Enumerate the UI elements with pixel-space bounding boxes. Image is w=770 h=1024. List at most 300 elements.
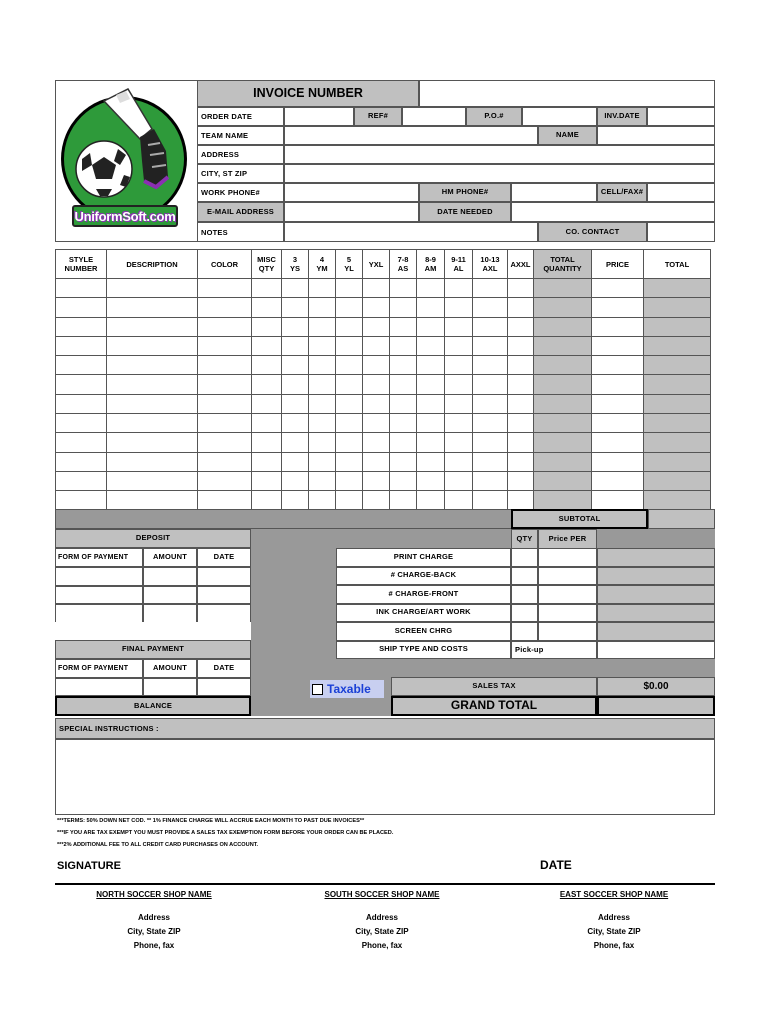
table-cell[interactable] xyxy=(445,336,473,355)
charge-total-field[interactable] xyxy=(597,622,715,641)
table-cell[interactable] xyxy=(336,317,363,336)
column-header xyxy=(309,250,336,279)
special-instructions-field[interactable] xyxy=(55,739,715,815)
table-cell[interactable] xyxy=(592,317,644,336)
charge-label: PRINT CHARGE xyxy=(336,548,511,567)
table-row xyxy=(56,394,711,413)
table-cell[interactable] xyxy=(473,317,508,336)
invoice-number-field[interactable] xyxy=(419,80,715,107)
column-header-line1: 3 xyxy=(292,255,298,264)
taxable-checkbox-group[interactable] xyxy=(310,680,384,698)
table-cell[interactable] xyxy=(390,452,417,471)
table-cell[interactable] xyxy=(336,452,363,471)
table-cell[interactable] xyxy=(282,452,309,471)
table-cell[interactable] xyxy=(508,317,534,336)
table-cell[interactable] xyxy=(445,452,473,471)
table-row xyxy=(56,336,711,355)
table-cell[interactable] xyxy=(198,414,252,433)
terms xyxy=(57,815,697,851)
table-cell[interactable] xyxy=(644,298,711,317)
final-form-of-payment-header: FORM OF PAYMENT xyxy=(55,659,143,678)
deposit-amount-field[interactable] xyxy=(143,604,197,623)
charge-total-field[interactable] xyxy=(597,604,715,623)
table-cell[interactable] xyxy=(592,414,644,433)
hm-phone-field[interactable] xyxy=(511,183,597,202)
table-cell[interactable] xyxy=(282,414,309,433)
deposit-amount-field[interactable] xyxy=(143,586,197,605)
table-cell[interactable] xyxy=(107,336,198,355)
column-header xyxy=(644,250,711,279)
pickup-field[interactable]: Pick-up xyxy=(511,641,597,660)
table-cell[interactable] xyxy=(309,394,336,413)
deposit-form-field[interactable] xyxy=(55,604,143,623)
table-cell[interactable] xyxy=(417,491,445,510)
final-amount-field[interactable] xyxy=(143,678,197,696)
table-cell[interactable] xyxy=(417,433,445,452)
address-label: ADDRESS xyxy=(197,145,284,164)
table-cell[interactable] xyxy=(508,491,534,510)
table-cell[interactable] xyxy=(390,356,417,375)
column-header-line1: 9-11 xyxy=(451,255,466,264)
charge-total-field[interactable] xyxy=(597,585,715,604)
logo xyxy=(56,81,197,241)
table-cell[interactable] xyxy=(363,317,390,336)
table-cell[interactable] xyxy=(336,471,363,490)
shop-city: City, State ZIP xyxy=(355,927,409,936)
table-cell[interactable] xyxy=(252,317,282,336)
table-cell[interactable] xyxy=(473,375,508,394)
table-cell[interactable] xyxy=(107,279,198,298)
order-date-label: ORDER DATE xyxy=(197,107,284,126)
table-cell[interactable] xyxy=(417,336,445,355)
table-cell[interactable] xyxy=(56,452,107,471)
table-cell[interactable] xyxy=(592,356,644,375)
table-cell[interactable] xyxy=(107,317,198,336)
table-cell[interactable] xyxy=(534,491,592,510)
logo-brand-banner xyxy=(72,205,178,227)
table-cell[interactable] xyxy=(508,394,534,413)
table-cell[interactable] xyxy=(198,394,252,413)
table-cell[interactable] xyxy=(198,279,252,298)
table-cell[interactable] xyxy=(198,317,252,336)
po-field[interactable] xyxy=(522,107,597,126)
table-row xyxy=(56,375,711,394)
table-cell[interactable] xyxy=(592,433,644,452)
table-cell[interactable] xyxy=(592,279,644,298)
table-cell[interactable] xyxy=(252,279,282,298)
co-contact-field[interactable] xyxy=(647,222,715,242)
table-cell[interactable] xyxy=(282,491,309,510)
name-field[interactable] xyxy=(597,126,715,145)
cell-fax-field[interactable] xyxy=(647,183,715,202)
table-cell[interactable] xyxy=(508,375,534,394)
table-cell[interactable] xyxy=(508,336,534,355)
table-cell[interactable] xyxy=(336,491,363,510)
table-cell[interactable] xyxy=(644,491,711,510)
table-cell[interactable] xyxy=(107,491,198,510)
table-cell[interactable] xyxy=(390,279,417,298)
work-phone-label: WORK PHONE# xyxy=(197,183,284,202)
table-cell[interactable] xyxy=(252,471,282,490)
taxable-checkbox[interactable] xyxy=(312,684,323,695)
table-cell[interactable] xyxy=(252,375,282,394)
table-cell[interactable] xyxy=(644,433,711,452)
table-cell[interactable] xyxy=(282,356,309,375)
table-cell[interactable] xyxy=(363,491,390,510)
table-cell[interactable] xyxy=(592,394,644,413)
final-payment-spacer xyxy=(55,622,251,640)
table-cell[interactable] xyxy=(252,433,282,452)
table-cell[interactable] xyxy=(309,356,336,375)
table-row xyxy=(56,433,711,452)
table-cell[interactable] xyxy=(417,356,445,375)
table-cell[interactable] xyxy=(309,433,336,452)
table-cell[interactable] xyxy=(198,375,252,394)
table-cell[interactable] xyxy=(309,279,336,298)
work-phone-field[interactable] xyxy=(284,183,419,202)
table-cell[interactable] xyxy=(508,356,534,375)
signature-line xyxy=(55,883,715,885)
table-cell[interactable] xyxy=(282,375,309,394)
table-cell[interactable] xyxy=(198,433,252,452)
table-cell[interactable] xyxy=(644,356,711,375)
column-header-line1: TOTAL xyxy=(550,255,575,264)
final-payment-title: FINAL PAYMENT xyxy=(55,640,251,659)
charge-qty-field[interactable] xyxy=(511,548,538,567)
table-cell[interactable] xyxy=(417,394,445,413)
inv-date-field[interactable] xyxy=(647,107,715,126)
email-field[interactable] xyxy=(284,202,419,222)
table-cell[interactable] xyxy=(390,317,417,336)
column-header-line1: DESCRIPTION xyxy=(126,259,178,269)
table-cell[interactable] xyxy=(508,452,534,471)
table-cell[interactable] xyxy=(390,471,417,490)
table-cell[interactable] xyxy=(198,336,252,355)
column-header-line2: NUMBER xyxy=(64,264,98,273)
column-header xyxy=(56,250,107,279)
table-cell[interactable] xyxy=(107,452,198,471)
table-cell[interactable] xyxy=(252,452,282,471)
table-cell[interactable] xyxy=(508,433,534,452)
charge-qty-field[interactable] xyxy=(511,604,538,623)
date-needed-field[interactable] xyxy=(511,202,715,222)
subtotal-value[interactable] xyxy=(648,509,715,529)
table-cell[interactable] xyxy=(336,279,363,298)
table-cell[interactable] xyxy=(417,414,445,433)
table-cell[interactable] xyxy=(309,298,336,317)
table-cell[interactable] xyxy=(473,356,508,375)
table-cell[interactable] xyxy=(56,394,107,413)
table-cell[interactable] xyxy=(592,491,644,510)
table-cell[interactable] xyxy=(56,336,107,355)
address-field[interactable] xyxy=(284,145,715,164)
table-cell[interactable] xyxy=(336,375,363,394)
table-cell[interactable] xyxy=(644,279,711,298)
table-cell[interactable] xyxy=(534,336,592,355)
deposit-title: DEPOSIT xyxy=(55,529,251,548)
table-cell[interactable] xyxy=(252,298,282,317)
charge-price-field[interactable] xyxy=(538,548,597,567)
table-cell[interactable] xyxy=(534,375,592,394)
table-cell[interactable] xyxy=(309,317,336,336)
ref-field[interactable] xyxy=(402,107,466,126)
table-cell[interactable] xyxy=(56,356,107,375)
table-cell[interactable] xyxy=(282,471,309,490)
charge-label: SCREEN CHRG xyxy=(336,622,511,641)
table-cell[interactable] xyxy=(473,298,508,317)
table-cell[interactable] xyxy=(473,414,508,433)
table-cell[interactable] xyxy=(282,433,309,452)
table-cell[interactable] xyxy=(592,452,644,471)
table-cell[interactable] xyxy=(534,317,592,336)
table-cell[interactable] xyxy=(445,279,473,298)
charge-price-field[interactable] xyxy=(538,622,597,641)
table-cell[interactable] xyxy=(363,375,390,394)
table-cell[interactable] xyxy=(198,452,252,471)
table-cell[interactable] xyxy=(390,491,417,510)
column-header-line2: QTY xyxy=(258,264,275,273)
column-header-line2: AXL xyxy=(482,264,498,273)
table-cell[interactable] xyxy=(390,414,417,433)
charge-price-field[interactable] xyxy=(538,604,597,623)
table-cell[interactable] xyxy=(592,336,644,355)
table-cell[interactable] xyxy=(252,491,282,510)
deposit-date-field[interactable] xyxy=(197,604,251,623)
sales-tax-label: SALES TAX xyxy=(391,677,597,696)
table-cell[interactable] xyxy=(363,394,390,413)
table-cell[interactable] xyxy=(417,317,445,336)
table-cell[interactable] xyxy=(56,298,107,317)
table-cell[interactable] xyxy=(336,298,363,317)
table-cell[interactable] xyxy=(282,394,309,413)
shop-address: Address xyxy=(365,913,398,922)
table-cell[interactable] xyxy=(445,298,473,317)
table-cell[interactable] xyxy=(56,491,107,510)
charge-label: # CHARGE-BACK xyxy=(336,567,511,586)
table-cell[interactable] xyxy=(309,471,336,490)
table-cell[interactable] xyxy=(508,471,534,490)
table-cell[interactable] xyxy=(336,433,363,452)
table-cell[interactable] xyxy=(107,356,198,375)
table-cell[interactable] xyxy=(336,414,363,433)
final-form-field[interactable] xyxy=(55,678,143,696)
table-cell[interactable] xyxy=(309,336,336,355)
charge-price-field[interactable] xyxy=(538,585,597,604)
table-cell[interactable] xyxy=(390,375,417,394)
charge-label: # CHARGE-FRONT xyxy=(336,585,511,604)
table-cell[interactable] xyxy=(473,394,508,413)
table-cell[interactable] xyxy=(309,414,336,433)
table-cell[interactable] xyxy=(417,375,445,394)
terms-line: ***TERMS: 50% DOWN NET COD. ** 1% FINANCE CHARGE WILL ACCRUE EACH MONTH TO PAST DUE INVOICES** xyxy=(57,818,365,824)
table-cell[interactable] xyxy=(644,375,711,394)
table-cell[interactable] xyxy=(56,317,107,336)
table-cell[interactable] xyxy=(107,471,198,490)
table-cell[interactable] xyxy=(534,433,592,452)
table-cell[interactable] xyxy=(508,298,534,317)
table-cell[interactable] xyxy=(363,336,390,355)
table-cell[interactable] xyxy=(417,298,445,317)
table-cell[interactable] xyxy=(592,375,644,394)
table-cell[interactable] xyxy=(417,452,445,471)
column-header-line1: YXL xyxy=(368,259,384,269)
table-cell[interactable] xyxy=(390,298,417,317)
table-cell[interactable] xyxy=(198,298,252,317)
table-cell[interactable] xyxy=(309,452,336,471)
charge-total-field[interactable] xyxy=(597,567,715,586)
table-cell[interactable] xyxy=(336,336,363,355)
table-cell[interactable] xyxy=(390,336,417,355)
table-cell[interactable] xyxy=(390,394,417,413)
table-cell[interactable] xyxy=(417,279,445,298)
table-cell[interactable] xyxy=(534,356,592,375)
table-cell[interactable] xyxy=(445,375,473,394)
table-cell[interactable] xyxy=(644,394,711,413)
table-cell[interactable] xyxy=(282,317,309,336)
ref-label: REF# xyxy=(354,107,402,126)
charge-total-field[interactable] xyxy=(597,641,715,660)
table-cell[interactable] xyxy=(107,414,198,433)
table-cell[interactable] xyxy=(363,471,390,490)
table-cell[interactable] xyxy=(363,414,390,433)
column-header-line2: YS xyxy=(289,264,300,273)
order-date-field[interactable] xyxy=(284,107,354,126)
deposit-form-field[interactable] xyxy=(55,586,143,605)
shop-address: Address xyxy=(597,913,630,922)
notes-field[interactable] xyxy=(284,222,538,242)
table-cell[interactable] xyxy=(445,471,473,490)
table-cell[interactable] xyxy=(252,336,282,355)
shop-city: City, State ZIP xyxy=(587,927,641,936)
table-cell[interactable] xyxy=(309,491,336,510)
table-cell[interactable] xyxy=(445,317,473,336)
grand-total-value[interactable] xyxy=(597,696,715,716)
team-name-field[interactable] xyxy=(284,126,538,145)
table-cell[interactable] xyxy=(363,279,390,298)
table-cell[interactable] xyxy=(644,317,711,336)
table-cell[interactable] xyxy=(473,452,508,471)
table-cell[interactable] xyxy=(417,471,445,490)
table-cell[interactable] xyxy=(508,414,534,433)
column-header xyxy=(363,250,390,279)
column-header-line2: AL xyxy=(453,264,464,273)
table-cell[interactable] xyxy=(534,414,592,433)
terms-line: ***IF YOU ARE TAX EXEMPT YOU MUST PROVIDE A SALES TAX EXEMPTION FORM BEFORE YOUR ORDER CAN BE PLACED. xyxy=(57,830,394,836)
table-cell[interactable] xyxy=(534,279,592,298)
table-cell[interactable] xyxy=(198,491,252,510)
table-cell[interactable] xyxy=(56,471,107,490)
table-cell[interactable] xyxy=(445,433,473,452)
charge-price-field[interactable] xyxy=(538,567,597,586)
table-cell[interactable] xyxy=(644,414,711,433)
table-cell[interactable] xyxy=(107,394,198,413)
table-cell[interactable] xyxy=(363,433,390,452)
column-header xyxy=(473,250,508,279)
table-cell[interactable] xyxy=(282,279,309,298)
table-cell[interactable] xyxy=(445,414,473,433)
shop-name: EAST SOCCER SHOP NAME xyxy=(559,890,669,899)
table-cell[interactable] xyxy=(336,394,363,413)
charge-qty-field[interactable] xyxy=(511,585,538,604)
table-cell[interactable] xyxy=(363,452,390,471)
table-cell[interactable] xyxy=(473,279,508,298)
table-cell[interactable] xyxy=(56,279,107,298)
table-cell[interactable] xyxy=(282,298,309,317)
table-cell[interactable] xyxy=(445,356,473,375)
table-cell[interactable] xyxy=(363,356,390,375)
date-label: DATE xyxy=(540,858,572,872)
table-cell[interactable] xyxy=(309,375,336,394)
table-cell[interactable] xyxy=(644,452,711,471)
table-cell[interactable] xyxy=(252,356,282,375)
table-cell[interactable] xyxy=(445,491,473,510)
table-cell[interactable] xyxy=(473,491,508,510)
table-cell[interactable] xyxy=(534,452,592,471)
table-cell[interactable] xyxy=(198,471,252,490)
sales-tax-value[interactable]: $0.00 xyxy=(597,677,715,696)
deposit-date-field[interactable] xyxy=(197,567,251,586)
table-cell[interactable] xyxy=(390,433,417,452)
table-cell[interactable] xyxy=(107,433,198,452)
table-cell[interactable] xyxy=(363,298,390,317)
table-cell[interactable] xyxy=(508,279,534,298)
deposit-amount-header: AMOUNT xyxy=(143,548,197,567)
table-cell[interactable] xyxy=(252,414,282,433)
table-cell[interactable] xyxy=(56,375,107,394)
table-cell[interactable] xyxy=(198,356,252,375)
table-cell[interactable] xyxy=(282,336,309,355)
deposit-amount-field[interactable] xyxy=(143,567,197,586)
table-cell[interactable] xyxy=(107,298,198,317)
shop-info xyxy=(272,888,492,953)
table-row xyxy=(56,298,711,317)
table-cell[interactable] xyxy=(252,394,282,413)
table-row xyxy=(56,491,711,510)
table-cell[interactable] xyxy=(56,414,107,433)
table-cell[interactable] xyxy=(56,433,107,452)
charge-qty-field[interactable] xyxy=(511,622,538,641)
shop-city: City, State ZIP xyxy=(127,927,181,936)
final-date-field[interactable] xyxy=(197,678,251,696)
table-cell[interactable] xyxy=(644,471,711,490)
deposit-date-header: DATE xyxy=(197,548,251,567)
po-label: P.O.# xyxy=(466,107,522,126)
table-cell[interactable] xyxy=(592,298,644,317)
column-header-line2: AS xyxy=(397,264,409,273)
table-cell[interactable] xyxy=(336,356,363,375)
table-cell[interactable] xyxy=(534,298,592,317)
deposit-form-field[interactable] xyxy=(55,567,143,586)
cell-fax-label: CELL/FAX# xyxy=(597,183,647,202)
charge-qty-field[interactable] xyxy=(511,567,538,586)
table-cell[interactable] xyxy=(473,471,508,490)
column-header-line2: AM xyxy=(424,264,437,273)
table-cell[interactable] xyxy=(473,336,508,355)
charge-total-field[interactable] xyxy=(597,548,715,567)
deposit-date-field[interactable] xyxy=(197,586,251,605)
shop-phone: Phone, fax xyxy=(361,941,403,950)
city-st-zip-field[interactable] xyxy=(284,164,715,183)
table-cell[interactable] xyxy=(107,375,198,394)
table-cell[interactable] xyxy=(534,471,592,490)
table-cell[interactable] xyxy=(592,471,644,490)
table-cell[interactable] xyxy=(534,394,592,413)
name-label: NAME xyxy=(538,126,597,145)
table-cell[interactable] xyxy=(473,433,508,452)
table-cell[interactable] xyxy=(445,394,473,413)
team-name-label: TEAM NAME xyxy=(197,126,284,145)
table-cell[interactable] xyxy=(644,336,711,355)
